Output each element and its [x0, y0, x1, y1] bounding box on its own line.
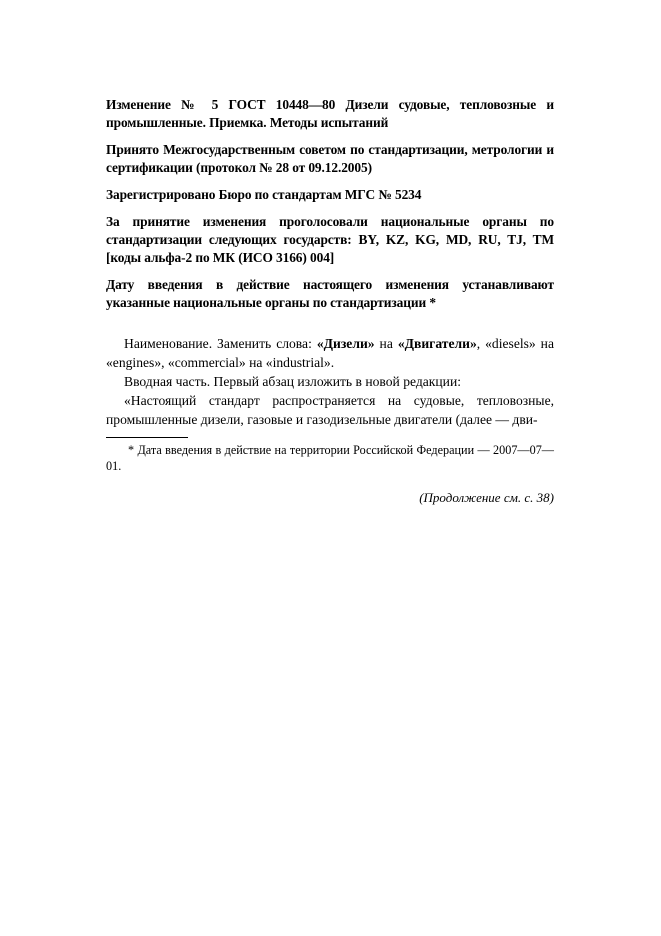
paragraph-connector: на	[374, 336, 398, 351]
paragraph-name-change	[106, 334, 554, 372]
paragraph-suffix: , «diesels» на «engines», «commercial» на «industrial».	[106, 336, 554, 370]
paragraph-prefix: Наименование. Заменить слова:	[124, 336, 317, 351]
registration-statement: Зарегистрировано Бюро по стандартам МГС № 5234	[106, 187, 422, 202]
continuation-note: (Продолжение см. с. 38)	[419, 490, 554, 505]
paragraph-intro-part: Вводная часть. Первый абзац изложить в новой редакции:	[124, 374, 461, 389]
voting-statement: За принятие изменения проголосовали национальные органы по стандартизации следующих государств: BY, KZ, KG, MD, RU, TJ, TM [коды альфа-2 по МК (ИСО 3166) 004]	[106, 214, 554, 265]
effective-date-statement: Дату введения в действие настоящего изменения устанавливают указанные национальные органы по стандартизации *	[106, 277, 554, 310]
footnote: * Дата введения в действие на территории Российской Федерации — 2007—07—01.	[106, 443, 554, 473]
amendment-body	[106, 334, 554, 429]
footnote-divider	[106, 437, 188, 438]
amendment-title: Изменение № 5 ГОСТ 10448—80 Дизели судовые, тепловозные и промышленные. Приемка. Методы испытаний	[106, 97, 554, 130]
new-term: «Двигатели»	[397, 336, 477, 351]
adopted-by-statement: Принято Межгосударственным советом по стандартизации, метрологии и сертификации (протокол № 28 от 09.12.2005)	[106, 142, 554, 175]
paragraph-scope: «Настоящий стандарт распространяется на судовые, тепловозные, промышленные дизели, газовые и газодизельные двигатели (далее — дви-	[106, 393, 554, 427]
old-term: «Дизели»	[316, 336, 375, 351]
document-page	[106, 96, 554, 506]
